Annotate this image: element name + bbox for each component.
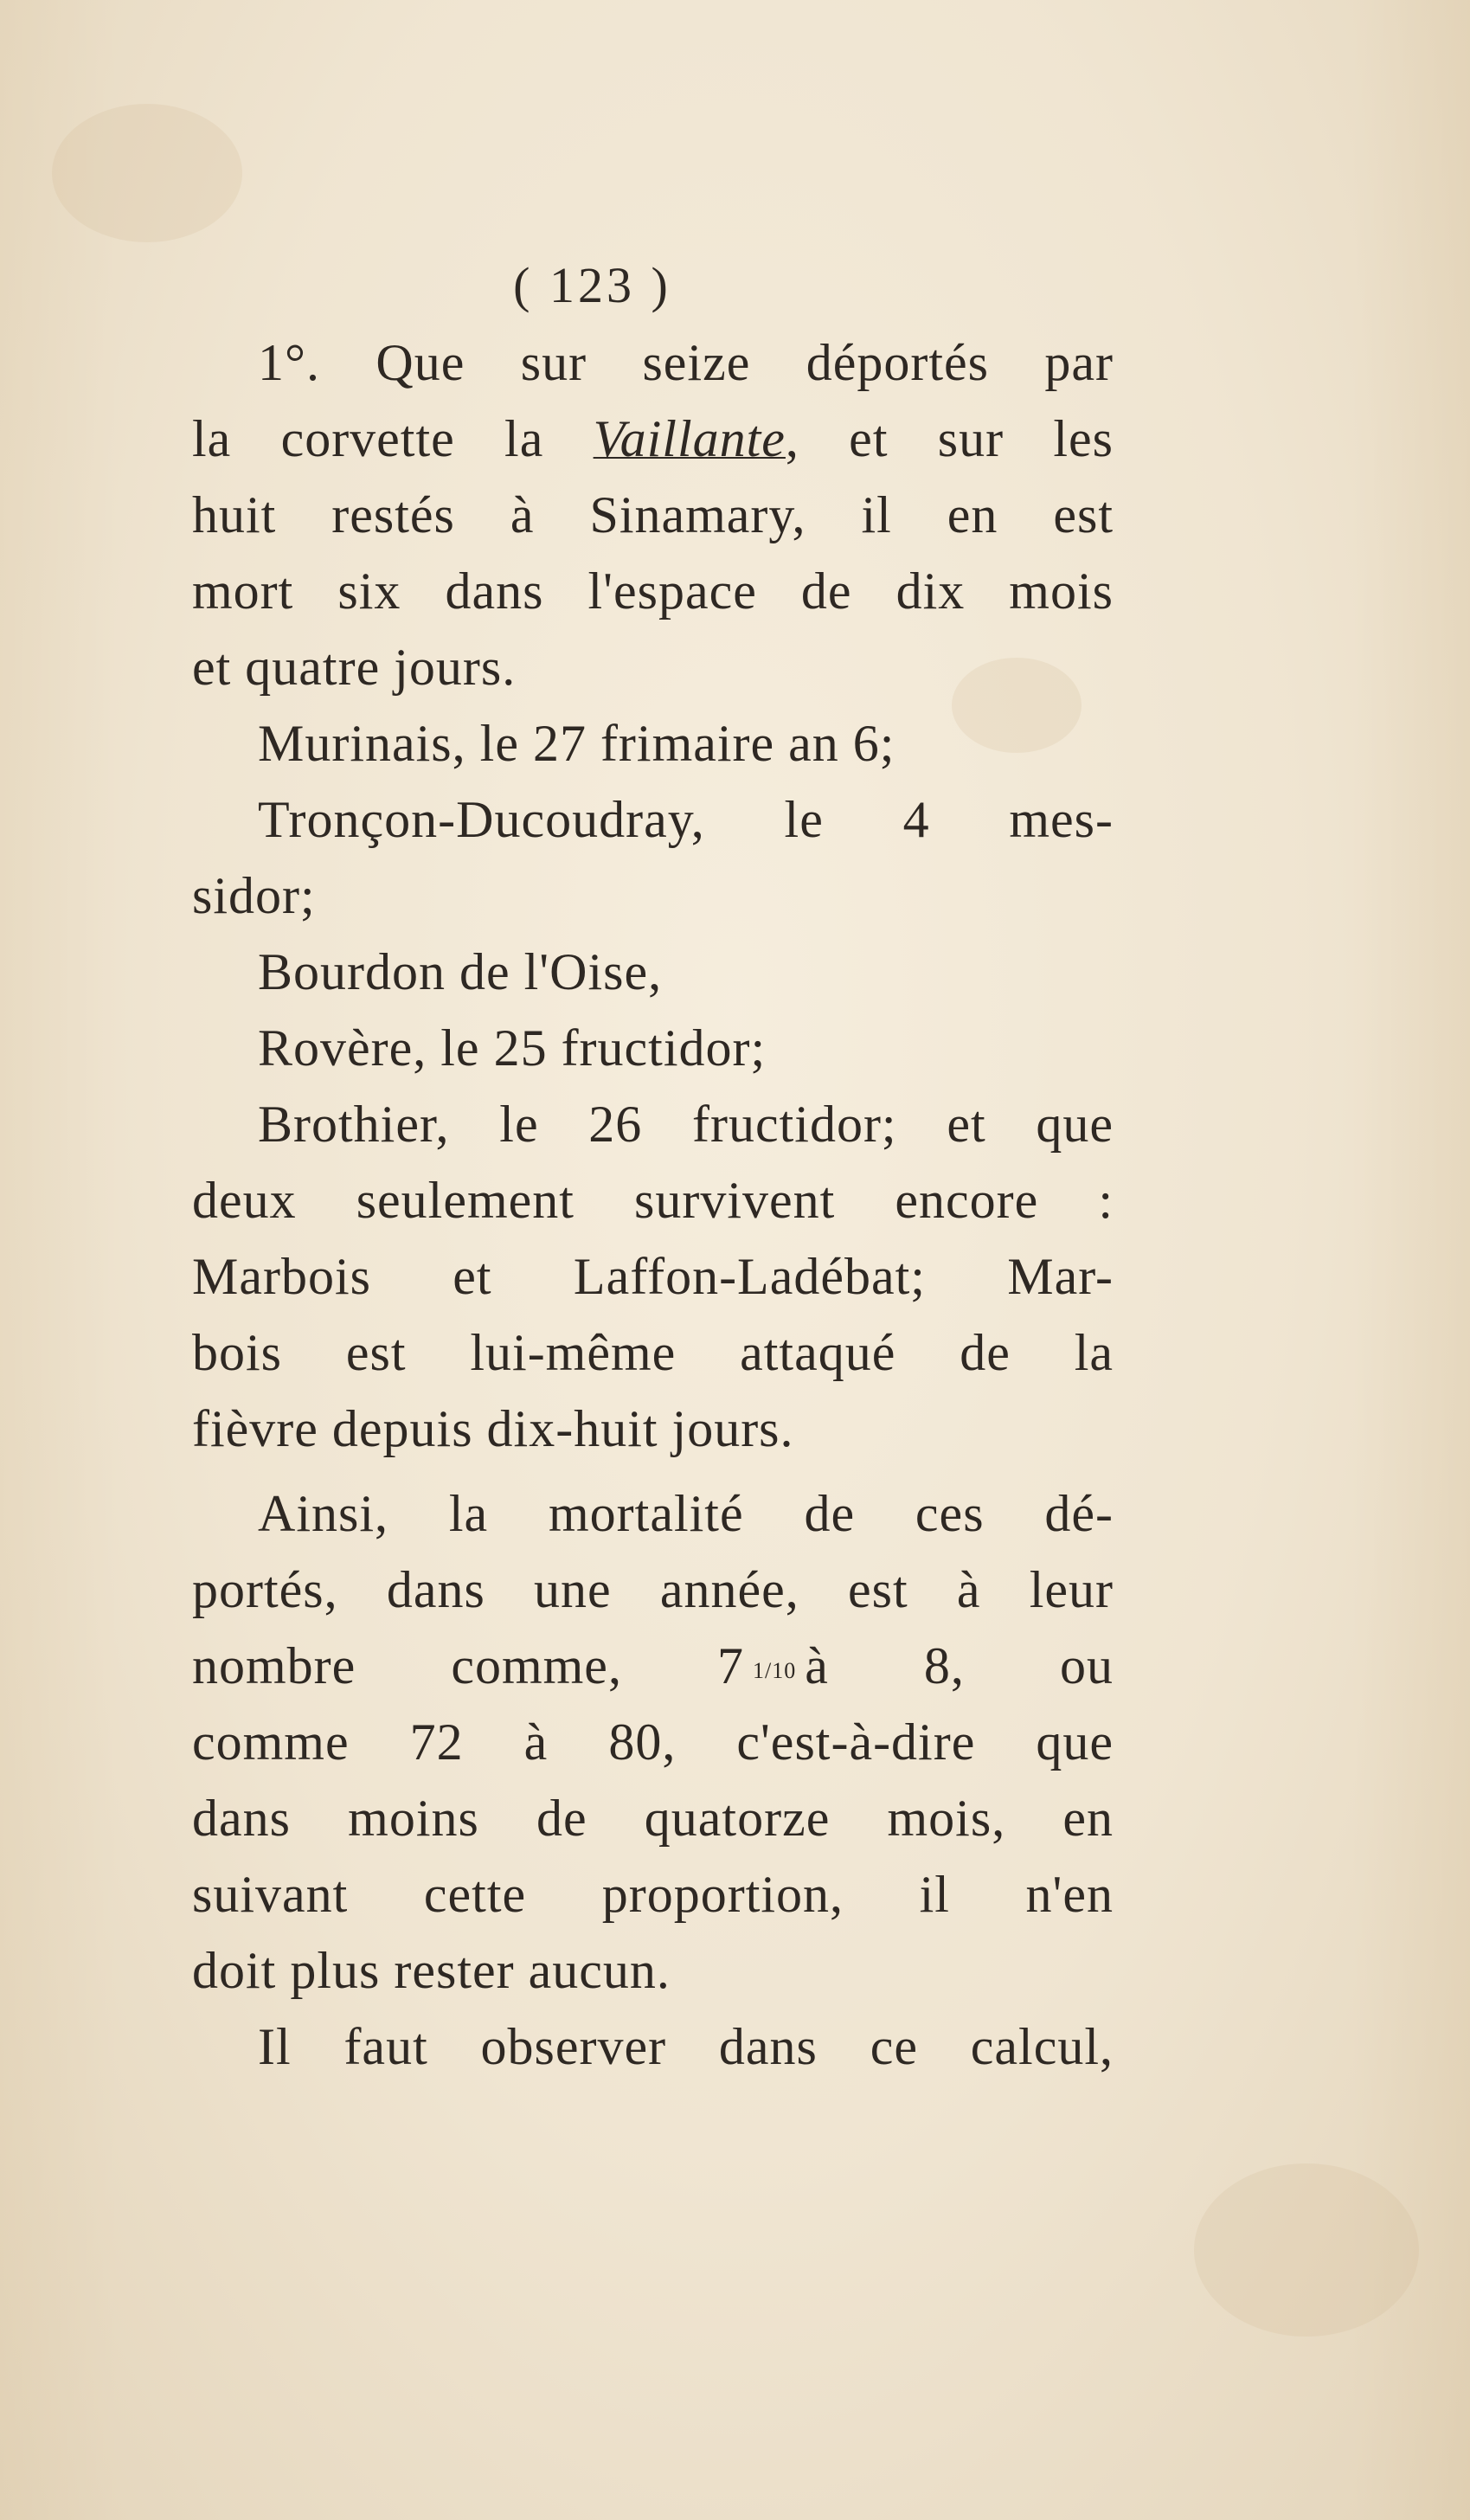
paper-stain [1194,2163,1419,2337]
text-line: huit restés à Sinamary, il en est [192,486,1114,543]
fraction: 1/10 [753,1658,797,1684]
text-line: Murinais, le 27 frimaire an 6; [258,715,895,772]
text-line [192,401,1114,477]
text-line: Il faut observer dans ce calcul, [258,2018,1114,2075]
text-line: doit plus rester aucun. [192,1942,671,1999]
text-line: dans moins de quatorze mois, en [192,1790,1114,1847]
text-fragment: la corvette la [192,410,544,467]
text-line: Rovère, le 25 fructidor; [258,1019,767,1077]
text-line: mort six dans l'espace de dix mois [192,562,1114,620]
text-line: Brothier, le 26 fructidor; et que [258,1096,1114,1153]
text-line: sidor; [192,867,316,924]
text-line: Bourdon de l'Oise, [258,943,663,1000]
text-line: Marbois et Laffon-Ladébat; Mar- [192,1248,1114,1305]
ship-name: Vaillante [593,410,786,467]
text-line: portés, dans une année, est à leur [192,1561,1114,1618]
text-line: et quatre jours. [192,639,517,696]
text-line: bois est lui-même attaqué de la [192,1324,1114,1381]
text-fragment: , et sur les [785,410,1114,467]
page-number: ( 123 ) [513,257,671,313]
text-line: Tronçon-Ducoudray, le 4 mes- [258,791,1114,848]
text-fragment: nombre comme, 7 [192,1637,744,1694]
text-line: suivant cette proportion, il n'en [192,1866,1114,1923]
text-line: fièvre depuis dix-huit jours. [192,1400,794,1457]
text-line [192,1628,1114,1704]
text-fragment: à 8, ou [805,1637,1114,1694]
paper-stain [952,658,1082,753]
paper-stain [52,104,242,242]
text-line: comme 72 à 80, c'est-à-dire que [192,1713,1114,1771]
text-line: deux seulement survivent encore : [192,1172,1114,1229]
text-line: Ainsi, la mortalité de ces dé- [258,1485,1114,1542]
text-line: 1°. Que sur seize déportés par [258,334,1114,391]
